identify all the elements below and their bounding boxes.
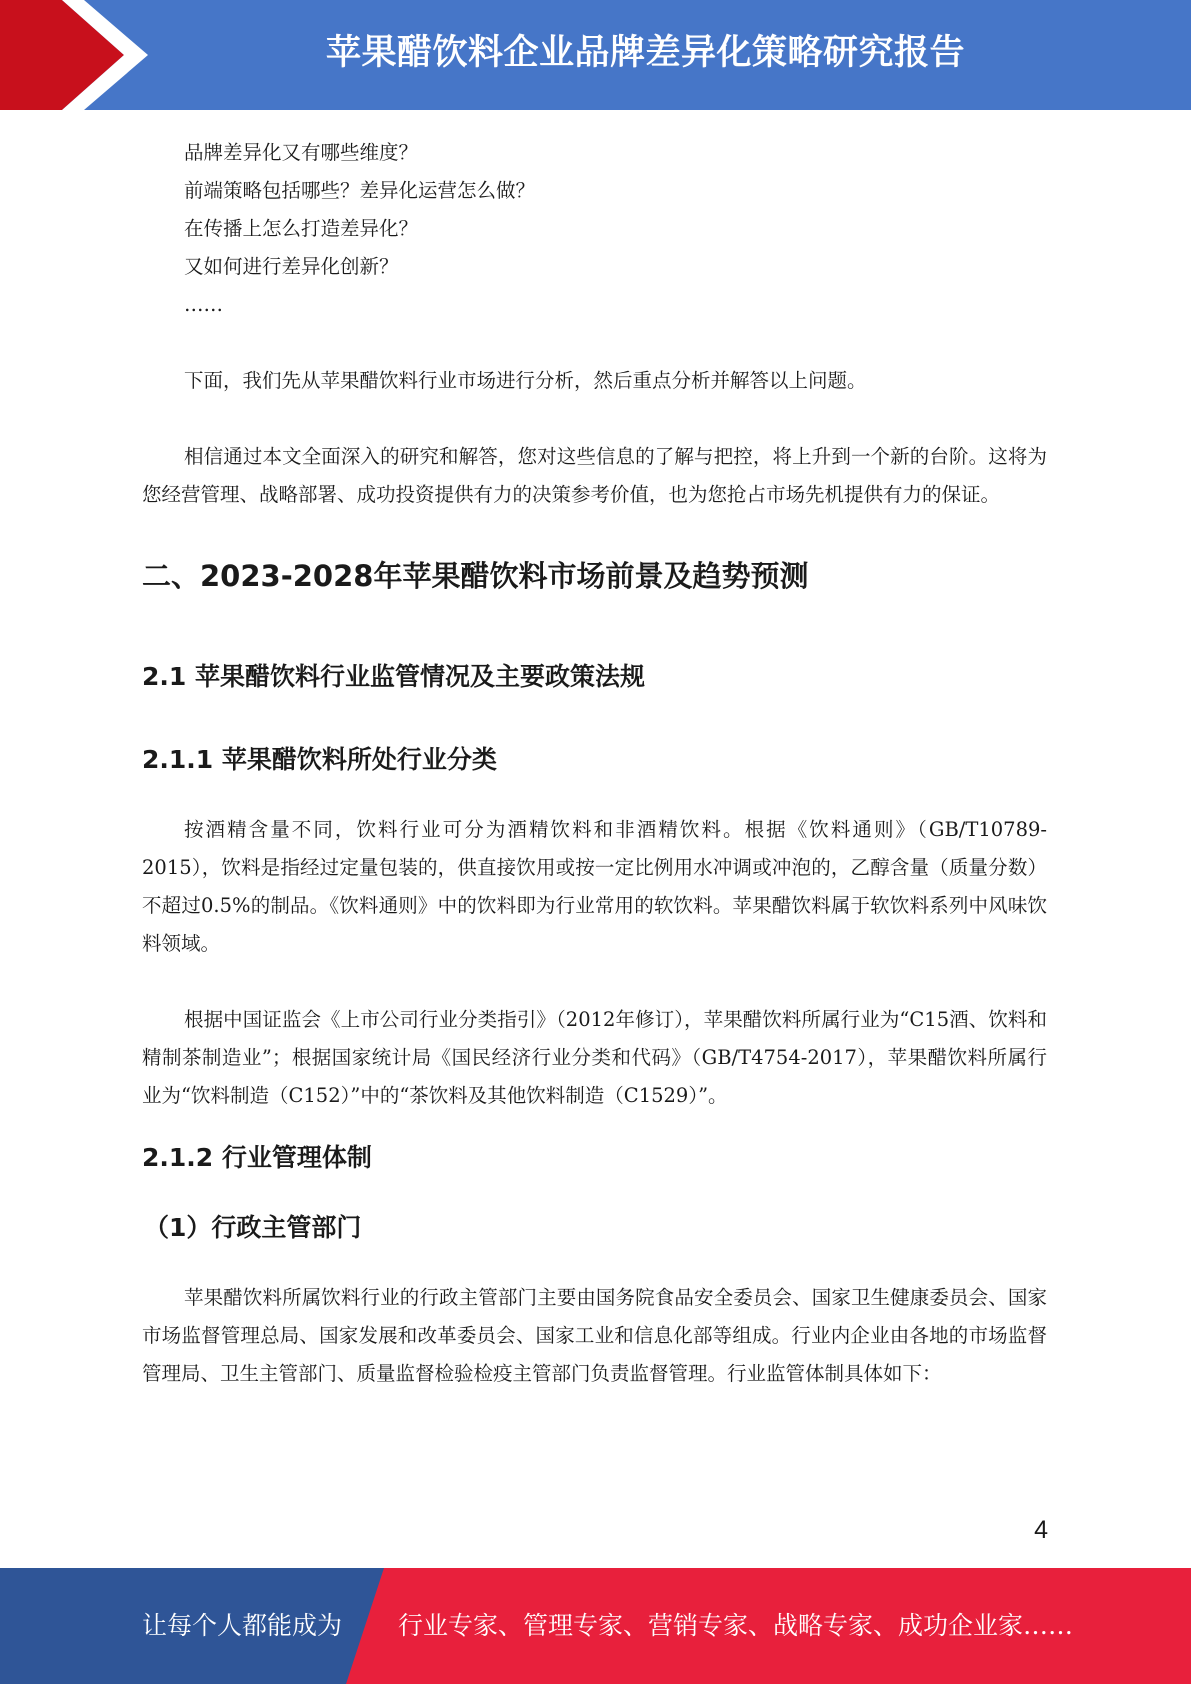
question-line: 在传播上怎么打造差异化？ — [184, 217, 419, 240]
header-red-chevron — [0, 0, 124, 110]
question-ellipsis: …… — [184, 293, 223, 316]
intro-paragraph: 相信通过本文全面深入的研究和解答，您对这些信息的了解与把控，将上升到一个新的台阶。这将为您经营管理、战略部署、成功投资提供有力的决策参考价值，也为您抢占市场先机提供有力的保证。 — [142, 445, 1047, 506]
body-paragraph: 根据中国证监会《上市公司行业分类指引》（2012年修订），苹果醋饮料所属行业为“C15酒、饮料和精制茶制造业”；根据国家统计局《国民经济行业分类和代码》（GB/T4754-2017），苹果醋饮料所属行业为“饮料制造（C152）”中的“茶饮料及其他饮料制造（C1529）”。 — [142, 1008, 1047, 1107]
subsubsection-heading: 2.1.1 苹果醋饮料所处行业分类 — [142, 745, 497, 774]
question-line: 前端策略包括哪些？差异化运营怎么做？ — [184, 179, 536, 202]
footer-slogan-right: 行业专家、管理专家、营销专家、战略专家、成功企业家…… — [398, 1611, 1074, 1640]
body-paragraph: 按酒精含量不同，饮料行业可分为酒精饮料和非酒精饮料。根据《饮料通则》（GB/T10789-2015），饮料是指经过定量包装的，供直接饮用或按一定比例用水冲调或冲泡的，乙醇含量（质量分数）不超过0.5%的制品。《饮料通则》中的饮料即为行业常用的软饮料。苹果醋饮料属于软饮料系列中风味饮料领域。 — [142, 818, 1047, 955]
item-heading: （1）行政主管部门 — [144, 1213, 362, 1242]
body-paragraph: 苹果醋饮料所属饮料行业的行政主管部门主要由国务院食品安全委员会、国家卫生健康委员会、国家市场监督管理总局、国家发展和改革委员会、国家工业和信息化部等组成。行业内企业由各地的市场监督管理局、卫生主管部门、质量监督检验检疫主管部门负责监督管理。行业监管体制具体如下： — [142, 1286, 1047, 1385]
question-line: 又如何进行差异化创新？ — [184, 255, 399, 278]
question-line: 品牌差异化又有哪些维度？ — [184, 141, 419, 164]
page-number: 4 — [1034, 1516, 1048, 1544]
report-title: 苹果醋饮料企业品牌差异化策略研究报告 — [325, 33, 965, 73]
question-list — [142, 134, 1047, 324]
page-header — [0, 0, 1191, 110]
footer-slogan-left: 让每个人都能成为 — [142, 1611, 343, 1640]
page-content — [142, 134, 1047, 1393]
subsection-heading: 2.1 苹果醋饮料行业监管情况及主要政策法规 — [142, 662, 645, 691]
subsubsection-heading: 2.1.2 行业管理体制 — [142, 1143, 372, 1172]
section-heading: 二、2023-2028年苹果醋饮料市场前景及趋势预测 — [142, 559, 809, 593]
intro-paragraph: 下面，我们先从苹果醋饮料行业市场进行分析，然后重点分析并解答以上问题。 — [184, 369, 867, 392]
page-footer — [0, 1568, 1191, 1684]
